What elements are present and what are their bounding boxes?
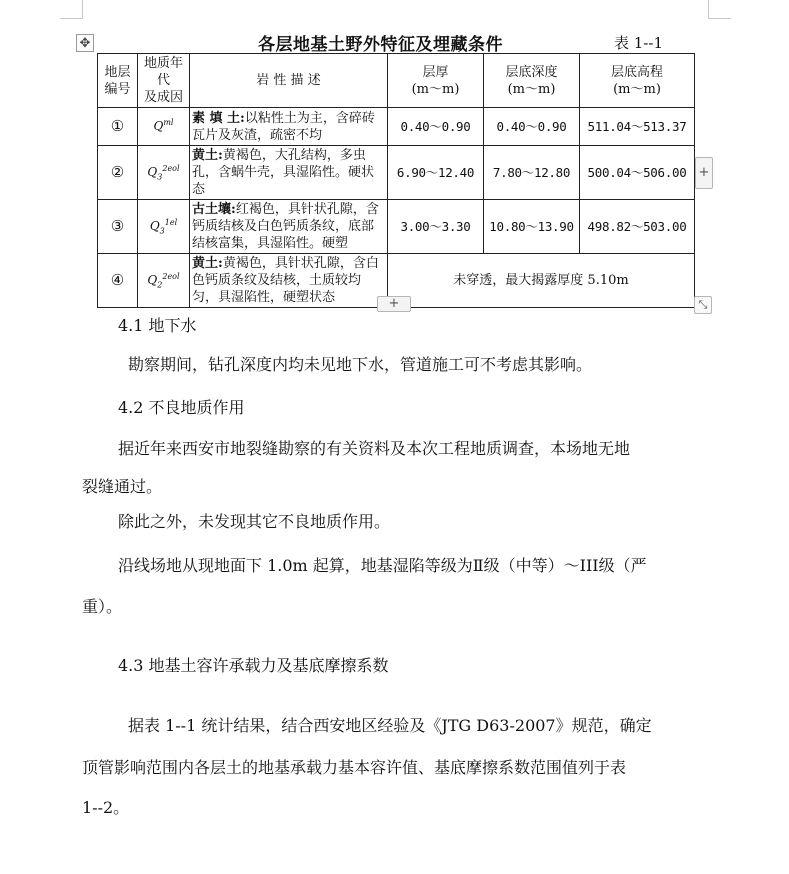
table-number: 表 1--1	[614, 34, 663, 52]
paragraph-collapsibility-line2: 重）。	[82, 597, 123, 616]
paragraph-bearing-line1: 据表 1--1 统计结果，结合西安地区经验及《JTG D63-2007》规范，确定	[128, 716, 652, 735]
paragraph-no-other-adverse: 除此之外，未发现其它不良地质作用。	[118, 512, 391, 531]
header-layer-id: 地层 编号	[98, 54, 138, 108]
heading-groundwater: 4.1 地下水	[118, 316, 197, 335]
page-corner-mark-left	[60, 0, 83, 19]
table-header-row	[98, 54, 695, 108]
geologic-age: $Q_3^{1el}$	[138, 200, 190, 254]
heading-bearing-capacity: 4.3 地基土容许承载力及基底摩擦系数	[118, 656, 389, 675]
table-move-handle-icon[interactable]: ✥	[76, 34, 94, 52]
thickness-value: 6.90～12.40	[388, 146, 484, 200]
layer-id: ④	[98, 254, 138, 308]
header-bottom-depth: 层底深度 (m～m)	[484, 54, 580, 108]
table-title: 各层地基土野外特征及埋藏条件	[258, 35, 503, 55]
table-row	[98, 146, 695, 200]
geologic-age: $Q_3^{2eol}$	[138, 146, 190, 200]
bottom-elevation-value: 511.04～513.37	[580, 108, 695, 146]
paragraph-bearing-line3: 1--2。	[82, 798, 130, 817]
thickness-value: 0.40～0.90	[388, 108, 484, 146]
table-row	[98, 108, 695, 146]
bottom-elevation-value: 500.04～506.00	[580, 146, 695, 200]
table-row	[98, 200, 695, 254]
bottom-elevation-value: 498.82～503.00	[580, 200, 695, 254]
bottom-depth-value: 10.80～13.90	[484, 200, 580, 254]
layer-id: ③	[98, 200, 138, 254]
paragraph-ground-fissure-line1: 据近年来西安市地裂缝勘察的有关资料及本次工程地质调查，本场地无地	[118, 439, 631, 458]
page-corner-mark-right	[708, 0, 731, 19]
header-lithology: 岩 性 描 述	[190, 54, 388, 108]
paragraph-collapsibility-line1: 沿线场地从现地面下 1.0m 起算，地基湿陷等级为Ⅱ级（中等）～III级（严	[118, 556, 647, 575]
layer-id: ①	[98, 108, 138, 146]
lithology-description: 古土壤:红褐色，具针状孔隙，含钙质结核及白色钙质条纹，底部结核富集，具湿陷性。硬塑	[190, 200, 388, 254]
strata-table	[97, 53, 695, 308]
header-bottom-elevation: 层底高程 (m～m)	[580, 54, 695, 108]
bottom-depth-value: 0.40～0.90	[484, 108, 580, 146]
add-column-button[interactable]: +	[695, 157, 713, 189]
layer-id: ②	[98, 146, 138, 200]
bottom-depth-value: 7.80～12.80	[484, 146, 580, 200]
lithology-description: 黄土:黄褐色，大孔结构，多虫孔，含蜗牛壳，具湿陷性。硬状态	[190, 146, 388, 200]
add-row-button[interactable]: +	[377, 296, 411, 312]
paragraph-ground-fissure-line2: 裂缝通过。	[82, 477, 163, 496]
heading-adverse-geology: 4.2 不良地质作用	[118, 398, 245, 417]
unpenetrated-note: 未穿透，最大揭露厚度 5.10m	[388, 254, 695, 308]
table-resize-handle-icon[interactable]: ⤡	[694, 296, 712, 314]
paragraph-bearing-line2: 顶管影响范围内各层土的地基承载力基本容许值、基底摩擦系数范围值列于表	[82, 758, 627, 777]
geologic-age: $Q^{ml}$	[138, 108, 190, 146]
geologic-age: $Q_2^{2eol}$	[138, 254, 190, 308]
lithology-description: 素 填 土:以粘性土为主，含碎砖瓦片及灰渣，疏密不均	[190, 108, 388, 146]
lithology-description: 黄土:黄褐色，具针状孔隙，含白色钙质条纹及结核，土质较均匀，具湿陷性，硬塑状态	[190, 254, 388, 308]
header-geologic-age: 地质年代 及成因	[138, 54, 190, 108]
thickness-value: 3.00～3.30	[388, 200, 484, 254]
paragraph-groundwater: 勘察期间，钻孔深度内均未见地下水，管道施工可不考虑其影响。	[128, 355, 593, 374]
header-thickness: 层厚 (m～m)	[388, 54, 484, 108]
